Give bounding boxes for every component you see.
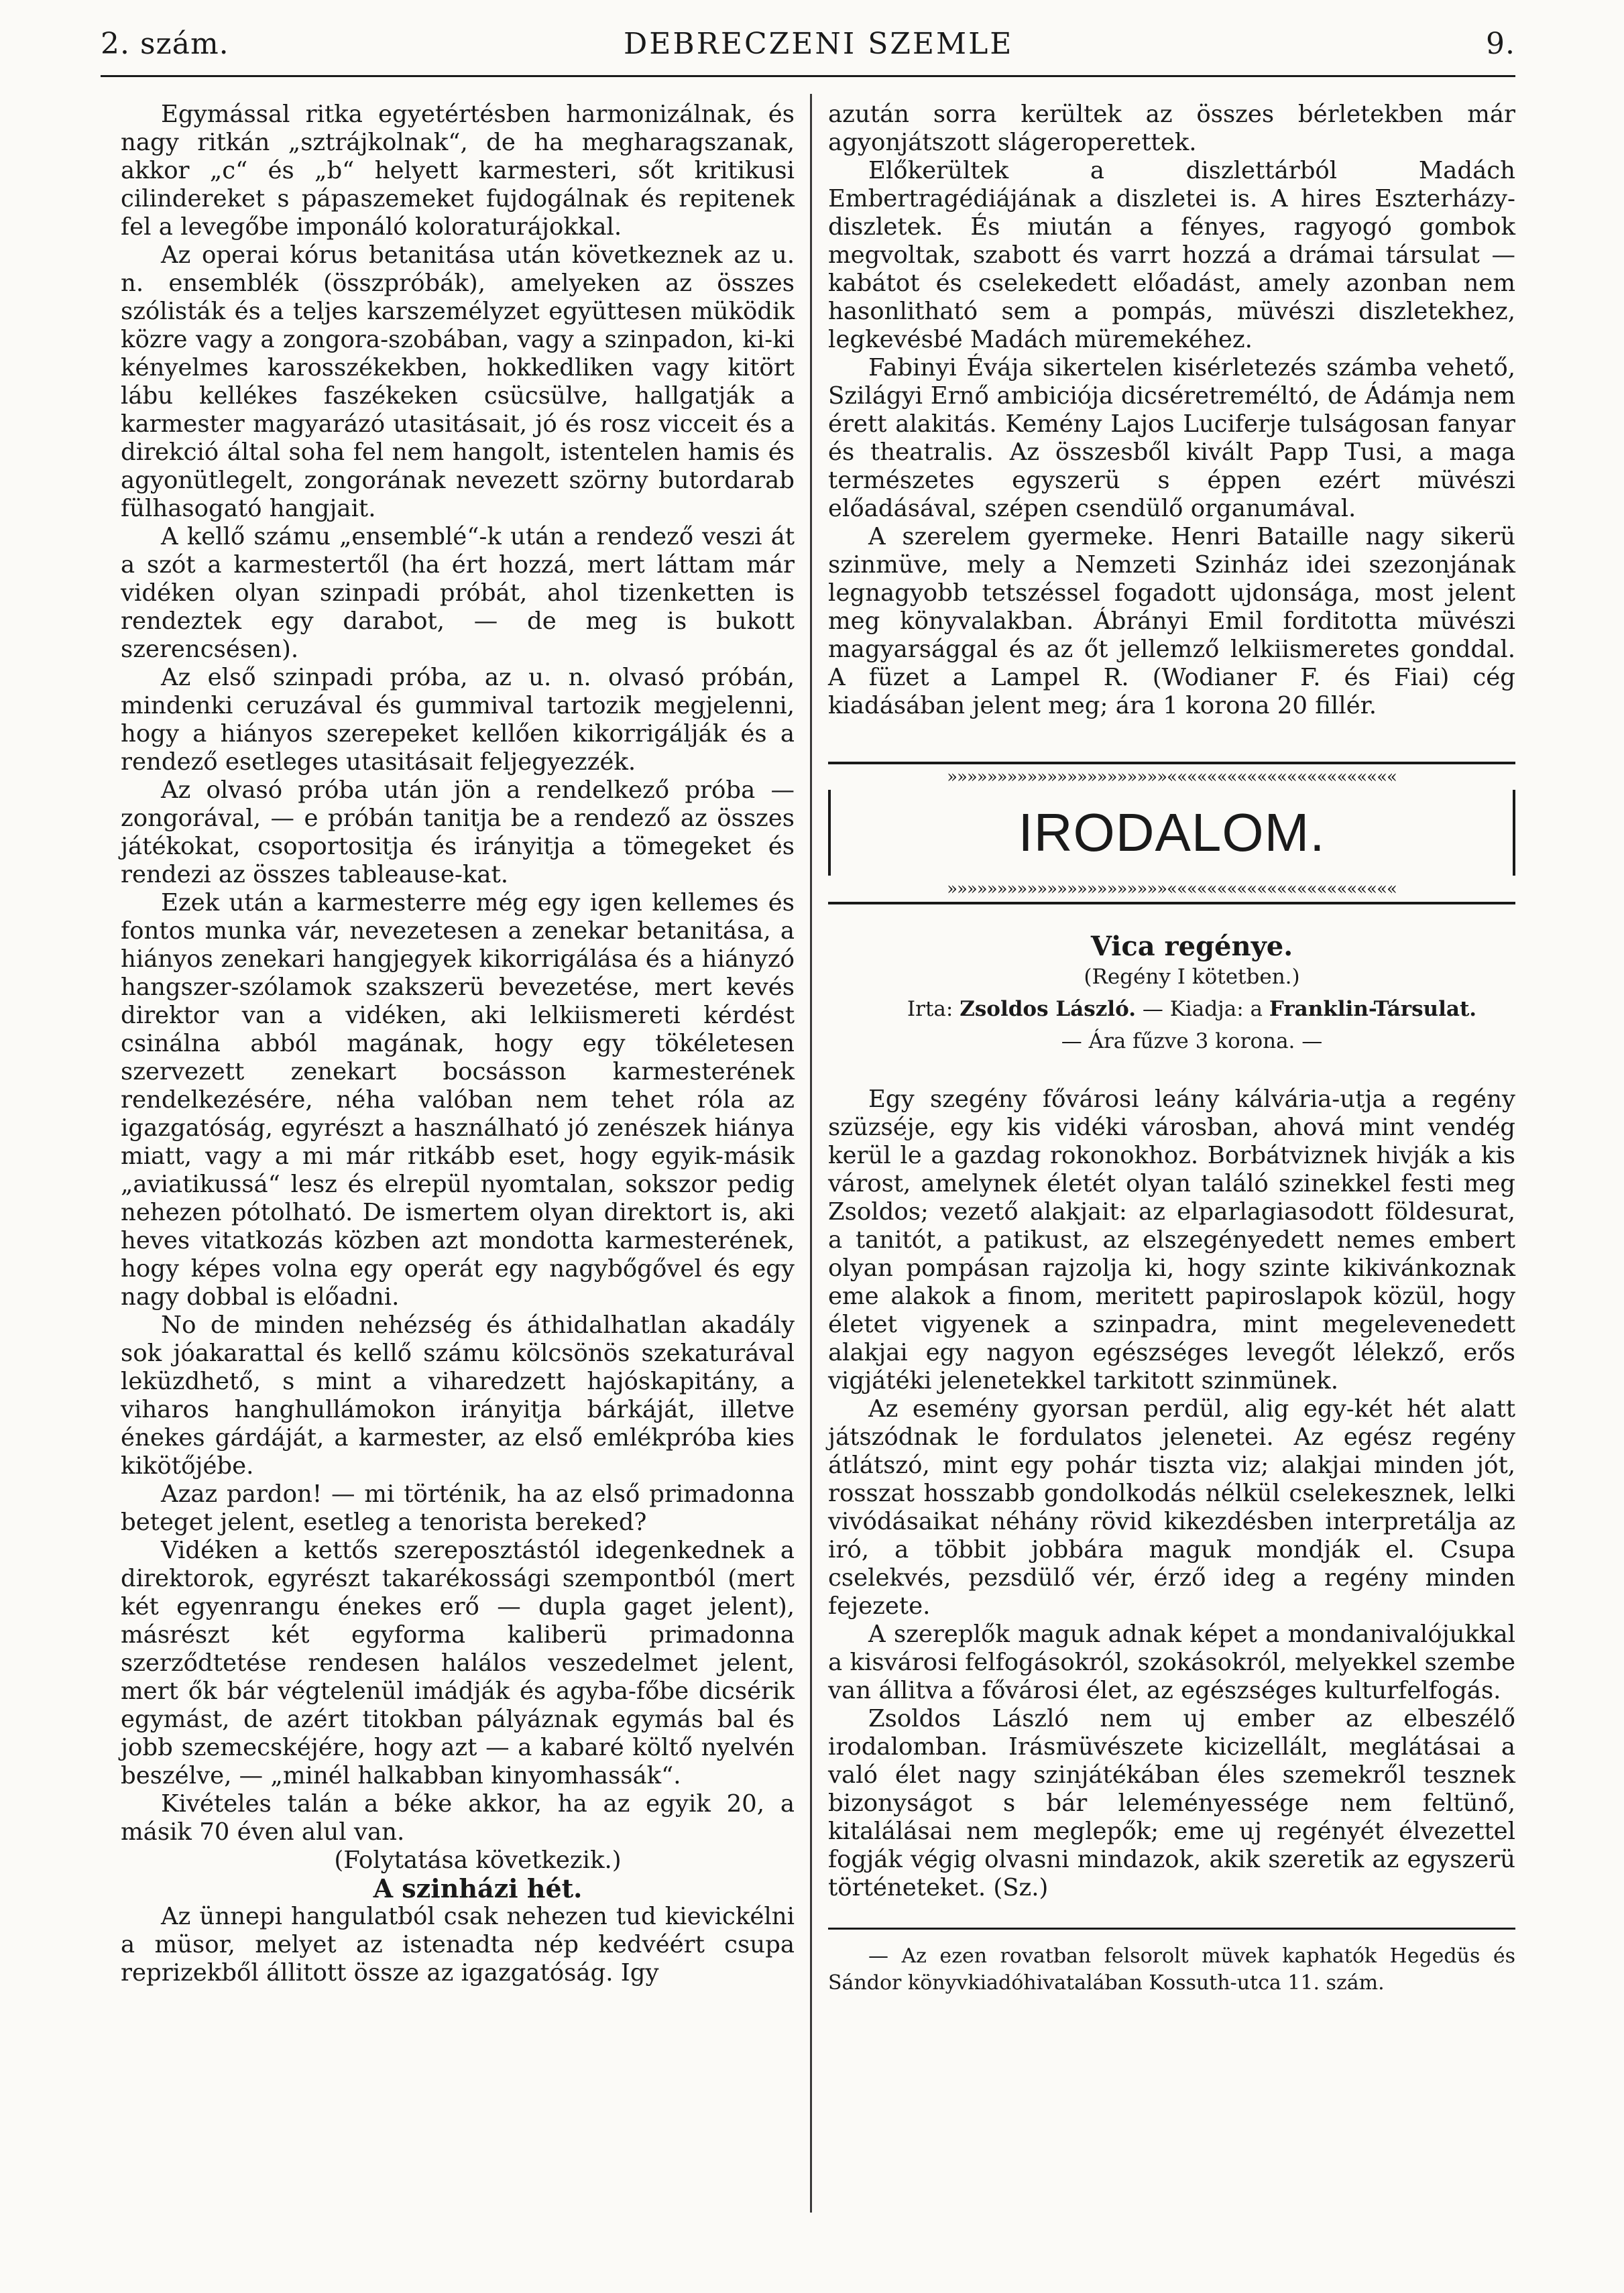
article-paragraph: No de minden nehézség és áthidalhatlan akadály sok jóakarattal és kellő számu kölcsönös szekaturával leküzdhető, s mint a viharedzett hajóskapitány, a viharos hanghullámokon irányitja bárkáját, illetve énekes gárdáját, a karmester, az első emlékpróba kies kikötőjébe. bbox=[121, 1311, 795, 1480]
article-paragraph: Ezek után a karmesterre még egy igen kellemes és fontos munka vár, nevezetesen a zenekar betanitása, a hiányos zenekari hangjegyek kikorrigálása és a hiányzó hangszer-szólamok szakszerü bevezetése, mert kevés direktor van a vidéken, aki lelkiismereti kérdést csinálna abból magának, hogy egy tökéletesen szervezett zenekart bocsásson karmesterének rendelkezésére, néha valóban nem tehet róla az igazgatóság, egyrészt a használható jó zenészek hiánya miatt, vagy a mi már ritkább eset, hogy egyik-másik „aviatikussá“ lesz és elrepül nyomtalan, sokszor pedig nehezen pótolható. De ismertem olyan direktort is, aki heves vitatkozás közben azt mondotta karmesterének, hogy képes volna egy operát egy nagybőgővel és egy nagy dobbal is előadni. bbox=[121, 889, 795, 1311]
review-paragraph: A szereplők maguk adnak képet a mondanivalójukkal a kisvárosi felfogásokról, szokásokról, melyekkel szembe van állitva a fővárosi élet, az egészséges kulturfelfogás. bbox=[828, 1621, 1515, 1704]
article-paragraph: Egymással ritka egyetértésben harmonizálnak, és nagy ritkán „sztrájkolnak“, de ha megharagszanak, akkor „c“ és „b“ helyett karmesteri, sőt kritikusi cilindereket s pápaszemeket fujdogálnak és repitenek fel a levegőbe imponáló koloraturájokkal. bbox=[121, 101, 795, 241]
publication-title: DEBRECZENI SZEMLE bbox=[624, 27, 1014, 61]
book-publisher: Franklin-Társulat. bbox=[1269, 997, 1477, 1021]
book-subtitle: (Regény I kötetben.) bbox=[1084, 965, 1300, 989]
article-paragraph: Az olvasó próba után jön a rendelkező próba — zongorával, — e próbán tanitja be a rendező az összes játékokat, csoportositja és irányitja a tömegeket és rendezi az összes tableause-kat. bbox=[121, 776, 795, 888]
continued-note: (Folytatása következik.) bbox=[334, 1846, 622, 1874]
section-title: A szinházi hét. bbox=[373, 1873, 583, 1903]
article-paragraph: Azaz pardon! — mi történik, ha az első primadonna beteget jelent, esetleg a tenorista bereked? bbox=[121, 1480, 795, 1536]
article-paragraph: azután sorra kerültek az összes bérletekben már agyonjátszott slágeroperettek. bbox=[828, 101, 1515, 156]
book-price: — Ára fűzve 3 korona. — bbox=[1061, 1029, 1323, 1053]
publisher-prefix: — Kiadja: a bbox=[1142, 997, 1263, 1021]
issue-number: 2. szám. bbox=[101, 27, 229, 61]
article-paragraph: Fabinyi Évája sikertelen kisérletezés számba vehető, Szilágyi Ernő ambiciója dicséretreméltó, de Ádámja nem érett alakitás. Kemény Lajos Luciferje tulságosan fanyar és theatralis. Az összesből kivált Papp Tusi, a maga természetes egyszerü s éppen ezért müvészi előadásával, szépen csendülő organumával. bbox=[828, 354, 1515, 522]
article-paragraph: Az operai kórus betanitása után következnek az u. n. ensemblék (összpróbák), amelyeken az összes szólisták és a teljes karszemélyzet együttesen müködik közre vagy a zongora-szobában, vagy a szinpadon, ki-ki kényelmes karosszékekben, hokkedliken vagy kitört lábu kellékes faszékeken csücsülve, hallgatják a karmester magyarázó utasitásait, jó és rosz vicceit és a direkció által soha fel nem hangolt, istentelen hamis és agyonütlegelt, zongorának nevezett szörny butordarab fülhasogató hangjait. bbox=[121, 241, 795, 522]
right-column bbox=[828, 101, 1515, 1997]
article-paragraph: Vidéken a kettős szereposztástól idegenkednek a direktorok, egyrészt takarékossági szempontból (mert két egyenrangu énekes erő — dupla gaget jelent), másrészt két egyforma kaliberü primadonna szerződtetése rendesen halálos veszedelmet jelent, mert ők bár végtelenül imádják és agyba-főbe dicsérik egymást, de azért titokban pályáznak egymás bal és jobb szemecskéjére, hogy azt — a kabaré költő nyelvén beszélve, — „minél halkabban kinyomhassák“. bbox=[121, 1537, 795, 1789]
book-title: Vica regénye. bbox=[1090, 931, 1293, 962]
header-rule bbox=[101, 75, 1515, 77]
page-header bbox=[101, 27, 1515, 74]
footnote: — Az ezen rovatban felsorolt müvek kaphatók Hegedüs és Sándor könyvkiadóhivatalában Kossuth-utca 11. szám. bbox=[828, 1944, 1515, 1995]
article-paragraph: Az első szinpadi próba, az u. n. olvasó próbán, mindenki ceruzával és gummival tartozik megjelenni, hogy a hiányos szerepeket kellően kikorrigálják és a rendező esetleges utasitásait feljegyezzék. bbox=[121, 664, 795, 776]
author-prefix: Irta: bbox=[907, 997, 953, 1021]
article-paragraph: A szerelem gyermeke. Henri Bataille nagy sikerü szinmüve, mely a Nemzeti Szinház idei szezonjának legnagyobb tetszéssel fogadott ujdonsága, most jelent meg könyvalakban. Ábrányi Emil forditotta müvészi magyarsággal és az őt jellemző lelkiismeretes gonddal. A füzet a Lampel R. (Wodianer F. és Fiai) cég kiadásában jelent meg; ára 1 korona 20 fillér. bbox=[828, 523, 1515, 719]
page-number: 9. bbox=[1486, 27, 1515, 61]
irodalom-banner bbox=[828, 762, 1515, 904]
section-paragraph: Az ünnepi hangulatból csak nehezen tud kievickélni a müsor, melyet az istenadta nép kedvéért csupa reprizekből állitott össze az igazgatóság. Igy bbox=[121, 1903, 795, 1987]
article-paragraph: Előkerültek a diszlettárból Madách Embertragédiájának a diszletei is. A hires Eszterházy-diszletek. És miután a fényes, ragyogó gombok megvoltak, szabott és varrt hozzá a drámai társulat — kabátot és cselekedett előadást, amely azonban nem hasonlitható sem a pompás, müvészi diszletekhez, legkevésbé Madách müremekéhez. bbox=[828, 157, 1515, 353]
irodalom-heading: IRODALOM. bbox=[1018, 803, 1326, 862]
review-paragraph: Az esemény gyorsan perdül, alig egy-két hét alatt játszódnak le fordulatos jelenetei. Az egész regény átlátszó, mint egy pohár tiszta viz; alakjai minden jót, rosszat hosszabb gondolkodás nélkül cselekesznek, lelki vivódásaikat néhány rövid kikezdésben interpretálja az iró, a többit jobbára maguk mondják el. Csupa cselekvés, pezsdülő vér, érző ideg a regény minden fejezete. bbox=[828, 1395, 1515, 1620]
book-credits bbox=[828, 993, 1515, 1025]
column-divider bbox=[810, 94, 812, 2213]
ornament-border-bottom: »»»»»»»»»»»»»»»»»»»»»»««««««««««««««««««««««« bbox=[947, 879, 1397, 899]
review-paragraph: Zsoldos László nem uj ember az elbeszélő irodalomban. Irásmüvészete kicizellált, meglátásai a való élet nagy szinjátékában éles szemekről tesznek bizonyságot s bár leleményessége nem feltünő, kitalálásai nem meglepők; eme uj regényét élvezettel fogják végig olvasni mindazok, akik szeretik az egyszerü történeteket. (Sz.) bbox=[828, 1705, 1515, 1901]
book-author: Zsoldos László. bbox=[960, 997, 1136, 1021]
article-paragraph: A kellő számu „ensemblé“-k után a rendező veszi át a szót a karmestertől (ha ért hozzá, mert láttam már vidéken olyan szinpadi próbát, ahol tizenketten is rendeztek egy darabot, — de meg is bukott szerencsésen). bbox=[121, 523, 795, 663]
review-paragraph: Egy szegény fővárosi leány kálvária-utja a regény szüzséje, egy kis vidéki városban, ahová mint vendég kerül le a gazdag rokonokhoz. Borbátviznek hivják a kis várost, amelynek életét olyan találó szinekkel festi meg Zsoldos; vezető alakjait: az elparlagiasodott földesurat, a tanitót, a patikust, az elszegényedett nemes embert olyan pompásan rajzolja ki, hogy szinte kikivánkoznak eme alakok a finom, meritett papiroslapok közül, hogy életet vigyenek a szinpadra, mint megelevenedett alakjai egy nagyon egészséges levegőt lélekző, erős vigjátéki jelenetekkel tarkitott szinmünek. bbox=[828, 1085, 1515, 1395]
article-paragraph: Kivételes talán a béke akkor, ha az egyik 20, a másik 70 éven alul van. bbox=[121, 1790, 795, 1846]
ornament-border-top: »»»»»»»»»»»»»»»»»»»»»»««««««««««««««««««««««« bbox=[947, 767, 1397, 787]
footnote-rule bbox=[828, 1928, 1515, 1930]
left-column bbox=[121, 101, 795, 1987]
